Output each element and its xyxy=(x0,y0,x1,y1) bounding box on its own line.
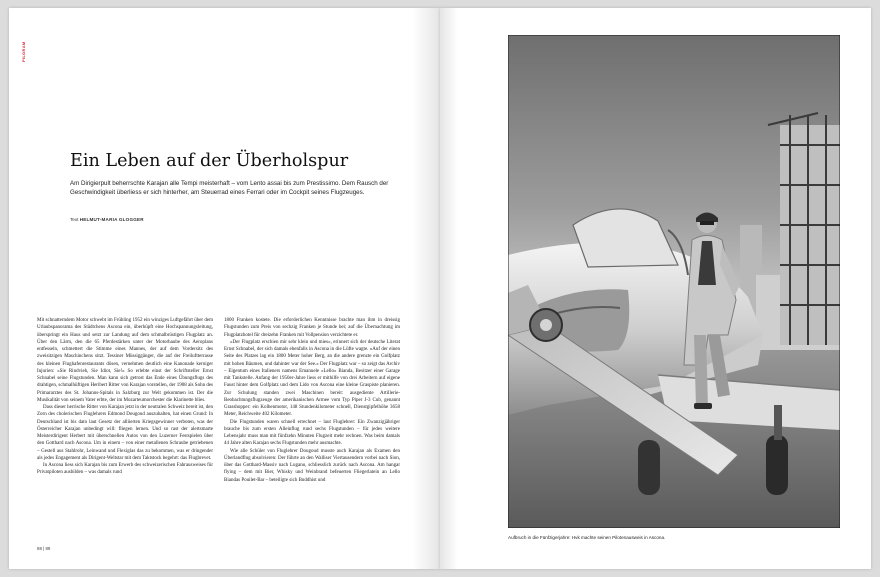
photo-caption: Aufbruch in die Fünfzigerjahre: Hvk machte seinen Pilotenausweis in Ascona. xyxy=(508,535,666,540)
article-photo xyxy=(508,35,840,528)
body-column-left xyxy=(37,317,213,477)
right-page xyxy=(440,8,871,569)
byline-author: HELMUT-MARIA GLOGGER xyxy=(79,217,144,222)
gutter-shadow xyxy=(440,8,458,569)
gutter-shadow xyxy=(412,8,440,569)
paragraph: Die Flugstunden waren schnell errechnet – laut Fluglehrer: Ein Zwanzigjähriger brauche bis zum ersten Alleinflug rund sechs Flugstunden – für jedes weitere Lebensjahr muss man mit fünfzehn Minuten Flugzeit mehr rechnen. Was beim damals 44 Jahre alten Karajan sechs Flugstunden mehr ausmachte. xyxy=(224,419,400,447)
section-tag: PILGRAM xyxy=(21,41,26,62)
photo-airplane-pilot xyxy=(508,35,840,528)
byline xyxy=(70,217,144,222)
article-lead: Am Dirigierpult beherrschte Karajan alle Tempi meisterhaft – vom Lento assai bis zum Prestissimo. Dem Rausch der Geschwindigkeit überliess er sich hinterher, am Steuerrad eines Ferrari oder im Cockpit seines Flugzeuges. xyxy=(70,180,389,196)
paragraph: Mit schnatterndem Motor schwebt im Frühling 1952 ein winziges Luftgefährt über dem Urlaubspanorama des Städtchens Ascona ein, überhüpft eine Hochspannungsleitung, überspringt ein Haus und setzt zur Landung auf dem schmalbrüstigen Flugplatz an. Über den Lärm, den die 65 Pferdestärken unter der Motorhaube des Aeroplans entfesseln, schmettert die Stimme eines Mannes, der auf dem Vordersitz des zweisitzigen Maschinchens sitzt. Tessiner Müssiggänger, die auf der Freiluftterrasse des kleinen Flughafenrestaurants dösen, vernehmen deutlich eine Kanonade kerniger Injurien: «Sie Rindvieh, Sie Idiot, Sie!» So erlebte einst der Schriftsteller Ernst Schnabel seine Flugstunden. Man kann sich getrost das Ende eines Übungsflugs des drahtigen, schmalhüftigen Heribert Ritter von Karajan vorstellen, der 1908 als Sohn des Primararztes des St. Johanns-Spitals in Salzburg zur Welt gekommen ist. Der die Musikalität von seinem Vater erbte, der im Mozarteumorchester die Klarinette blies. xyxy=(37,318,213,403)
byline-prefix: Text xyxy=(70,217,79,222)
paragraph: Wie alle Schüler von Fluglehrer Dougoud musste auch Karajan als Examen den Überlandflug absolvieren: Der führte an den Walliser Viertausendern vorbei nach Sion, über das Gotthard-Massiv nach Lugano, schliesslich zurück nach Ascona. Am hangar flying – dem mit Bier, Whisky und Weinbrand befeuerten Fliegerlatein an Lello Biandas Pouilet-Bar – beteiligte sich Buddhist und xyxy=(224,448,400,483)
left-page xyxy=(9,8,440,569)
body-column-right xyxy=(224,317,400,484)
article-headline: Ein Leben auf der Überholspur xyxy=(70,151,349,171)
paragraph: «Der Flugplatz erschien mir sehr klein und mies», erinnert sich der deutsche Literat Ernst Schnabel, der sich damals ebenfalls in Ascona in die Lüfte wagte. «Auf der einen Seite des Platzes lag ein 1800 Meter hoher Berg, an die andere grenzte ein Golfplatz mit hohen Bäumen, und dahinter war der See.» Der Flugplatz war – so zeigt das Archiv – Eigentum eines Italieners namens Emanuele «Lello» Bianda, Besitzer einer Garage mit Tankstelle. Anfang der 1950er-Jahre liess er mithilfe von drei Arbeitern auf eigene Faust hinter dem Golfplatz und dem Lido von Ascona eine kleine Graspiste planieren. Zur Schulung standen zwei Maschinen bereit: ausgediente Artillerie-Beobachtungsflugzeuge der amerikanischen Armee vom Typ Piper J-3 Cub, genannt Grasshopper: ein Kolbenmotor, 148 Stundenkilometer schnell, Dienstgipfelhöhe 3658 Meter, Reichweite 402 Kilometer. xyxy=(224,339,400,418)
paragraph: 1800 Franken kostete. Die erforderlichen Kenntnisse brachte man ihm in dreissig Flugstunden zum Preis von sechzig Franken je Stunde bei; auf die Übernachtung im Flugplatzhotel für dreizehn Franken mit Vollpension verzichtete er. xyxy=(224,318,400,338)
page-folio: 88 | 89 xyxy=(37,546,51,551)
paragraph: Dass dieser herrische Ritter von Karajan jetzt in der neutralen Schweiz bereit ist, den Zorn des cholerischen Fluglehrers Edmond Dougoud auszuhalten, hat einen Grund: In Deutschland ist bis dato laut Gesetz der alliierten Kriegsgewinner verboten, was der Österreicher Karajan unbedingt will: fliegen lernen. Und so rast der alertsmarte Meisterdirigent Herbert mit überschnellen Autos von den Luzerner Festspielen über den Gotthard nach Ascona. Um in einem – von einer metallenen Schraube getriebenen – Gestell aus Stahlrohr, Leinwand und Flexiglas das zu bekommen, was er dringender als jedes Engagement als Dirigent-Weltstar mit dem Taktstock begehrt: das Flugbrevet. xyxy=(37,405,213,461)
paragraph: In Ascona liess sich Karajan bis zum Erwerb des schweizerischen Fahrausweises für Privatpiloten ausbilden – was damals rund xyxy=(37,463,213,476)
